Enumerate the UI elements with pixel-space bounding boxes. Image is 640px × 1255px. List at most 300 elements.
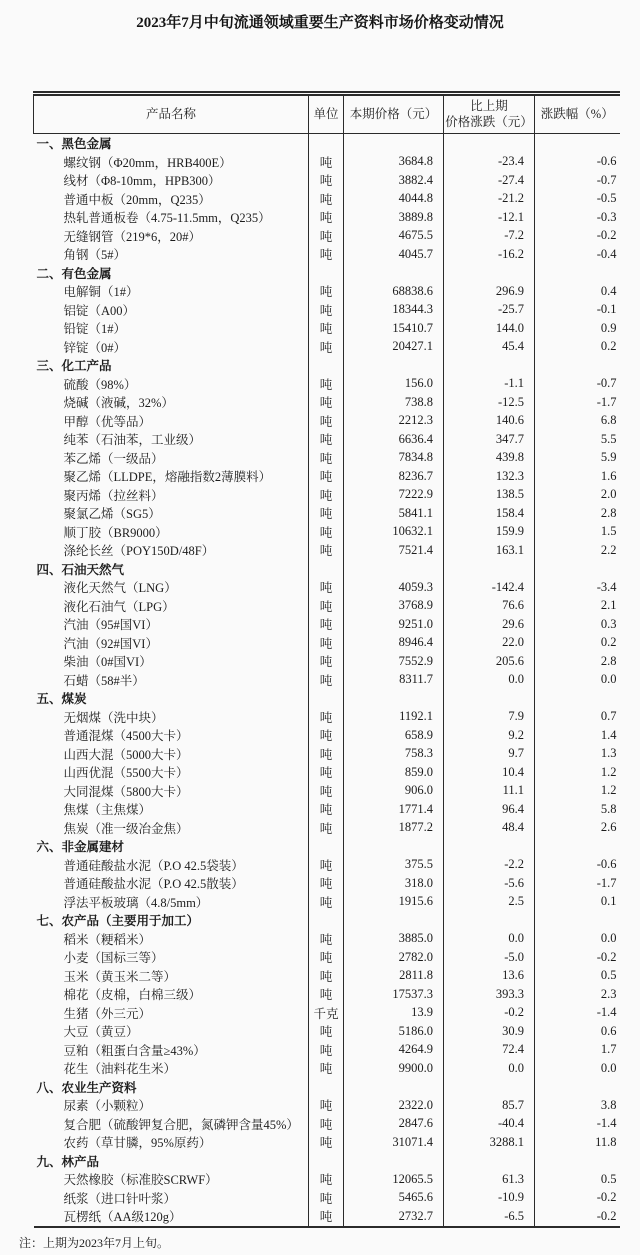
table-row [34,597,620,616]
price-cell: 2847.6 [344,1115,444,1134]
price-cell: 9251.0 [344,615,444,634]
pct-cell: 0.0 [600,672,617,687]
section-row [34,911,620,930]
header-unit: 单位 [309,94,344,134]
pct-cell: 11.8 [595,1134,617,1149]
product-name-cell: 铅锭（1#） [34,319,309,338]
price-cell: 3768.9 [344,597,444,616]
price-cell: 9900.0 [344,1059,444,1078]
change-cell: 85.7 [444,1096,535,1115]
section-name: 三、化工产品 [34,356,309,375]
pct-cell: 6.8 [600,413,617,428]
price-cell: 3684.8 [344,153,444,172]
change-cell: 7.9 [444,708,535,727]
section-name: 四、石油天然气 [34,560,309,579]
table-row [34,578,620,597]
unit-cell: 吨 [309,467,344,486]
product-name-cell: 天然橡胶（标准胶SCRWF） [34,1170,309,1189]
table-row [34,338,620,357]
header-change [444,94,535,134]
table-row [34,153,620,172]
section-row [34,689,620,708]
table-row [34,1207,620,1227]
unit-cell: 吨 [309,504,344,523]
pct-cell: 2.3 [600,986,617,1001]
unit-cell: 吨 [309,597,344,616]
empty-cell [344,356,444,375]
price-cell: 3885.0 [344,930,444,949]
empty-cell [535,134,620,153]
price-cell: 7521.4 [344,541,444,560]
empty-cell [344,837,444,856]
change-cell: 140.6 [444,412,535,431]
product-name-cell: 无烟煤（洗中块） [34,708,309,727]
section-name: 五、煤炭 [34,689,309,708]
empty-cell [535,560,620,579]
empty-cell [535,911,620,930]
product-name-cell: 硫酸（98%） [34,375,309,394]
unit-cell: 吨 [309,615,344,634]
price-cell: 31071.4 [344,1133,444,1152]
table-row [34,819,620,838]
pct-cell: 1.6 [600,468,617,483]
table-row [34,1022,620,1041]
price-cell: 4059.3 [344,578,444,597]
unit-cell: 吨 [309,1022,344,1041]
change-cell: 3288.1 [444,1133,535,1152]
pct-cell: -0.7 [596,172,617,187]
section-name: 二、有色金属 [34,264,309,283]
pct-cell: 0.2 [600,339,617,354]
unit-cell: 吨 [309,430,344,449]
change-cell: -12.1 [444,208,535,227]
price-table-container [33,91,619,1228]
price-cell: 1877.2 [344,819,444,838]
product-name-cell: 纸浆（进口针叶浆） [34,1189,309,1208]
table-row [34,1059,620,1078]
change-cell: -5.6 [444,874,535,893]
section-row [34,356,620,375]
unit-cell: 吨 [309,449,344,468]
table-row [34,190,620,209]
product-name-cell: 豆粕（粗蛋白含量≥43%） [34,1041,309,1060]
table-row [34,985,620,1004]
pct-cell: 2.0 [600,487,617,502]
empty-cell [444,1152,535,1171]
change-cell: -2.2 [444,856,535,875]
table-row [34,967,620,986]
change-cell: 45.4 [444,338,535,357]
pct-cell: -1.4 [596,1005,617,1020]
empty-cell [444,134,535,153]
product-name-cell: 螺纹钢（Φ20mm，HRB400E） [34,153,309,172]
price-cell: 2811.8 [344,967,444,986]
header-change-line2: 价格涨跌（元） [445,114,533,129]
price-cell: 738.8 [344,393,444,412]
change-cell: 138.5 [444,486,535,505]
change-cell: -5.0 [444,948,535,967]
product-name-cell: 热轧普通板卷（4.75-11.5mm，Q235） [34,208,309,227]
pct-cell: 1.5 [600,524,617,539]
product-name-cell: 顺丁胶（BR9000） [34,523,309,542]
price-cell: 5186.0 [344,1022,444,1041]
section-name: 九、林产品 [34,1152,309,1171]
empty-cell [444,264,535,283]
pct-cell: 5.9 [600,450,617,465]
price-cell: 2732.7 [344,1207,444,1227]
product-name-cell: 聚氯乙烯（SG5） [34,504,309,523]
table-row [34,1041,620,1060]
table-row [34,375,620,394]
price-cell: 6636.4 [344,430,444,449]
pct-cell: 0.5 [600,968,617,983]
table-row [34,800,620,819]
table-row [34,227,620,246]
unit-cell: 吨 [309,227,344,246]
change-cell: 163.1 [444,541,535,560]
change-cell: 393.3 [444,985,535,1004]
change-cell: 347.7 [444,430,535,449]
pct-cell: 2.2 [600,542,617,557]
product-name-cell: 石蜡（58#半） [34,671,309,690]
empty-cell [344,689,444,708]
unit-cell: 吨 [309,893,344,912]
change-cell: 439.8 [444,449,535,468]
empty-cell [309,837,344,856]
empty-cell [444,837,535,856]
table-header [34,94,620,134]
unit-cell: 吨 [309,948,344,967]
table-row [34,708,620,727]
change-cell: -27.4 [444,171,535,190]
table-row [34,504,620,523]
empty-cell [344,134,444,153]
empty-cell [309,560,344,579]
empty-cell [535,837,620,856]
pct-cell: -1.4 [596,1116,617,1131]
empty-cell [309,689,344,708]
change-cell: -10.9 [444,1189,535,1208]
table-row [34,208,620,227]
pct-cell: 0.5 [600,1171,617,1186]
unit-cell: 吨 [309,282,344,301]
unit-cell: 吨 [309,412,344,431]
empty-cell [344,1152,444,1171]
pct-cell: -0.4 [596,246,617,261]
unit-cell: 吨 [309,301,344,320]
product-name-cell: 铝锭（A00） [34,301,309,320]
product-name-cell: 小麦（国标三等） [34,948,309,967]
unit-cell: 吨 [309,634,344,653]
unit-cell: 吨 [309,1096,344,1115]
change-cell: -40.4 [444,1115,535,1134]
price-cell: 375.5 [344,856,444,875]
product-name-cell: 农药（草甘膦，95%原药） [34,1133,309,1152]
product-name-cell: 烧碱（液碱，32%） [34,393,309,412]
price-cell: 1771.4 [344,800,444,819]
pct-cell: 0.6 [600,1023,617,1038]
empty-cell [444,1078,535,1097]
change-cell: -0.2 [444,1004,535,1023]
pct-cell: -1.7 [596,875,617,890]
empty-cell [535,689,620,708]
change-cell: 158.4 [444,504,535,523]
unit-cell: 吨 [309,393,344,412]
price-cell: 15410.7 [344,319,444,338]
pct-cell: 3.8 [600,1097,617,1112]
price-cell: 7834.8 [344,449,444,468]
product-name-cell: 山西大混（5000大卡） [34,745,309,764]
empty-cell [344,264,444,283]
table-row [34,282,620,301]
product-name-cell: 锌锭（0#） [34,338,309,357]
table-row [34,930,620,949]
pct-cell: 0.4 [600,283,617,298]
unit-cell: 吨 [309,671,344,690]
table-row [34,1004,620,1023]
table-row [34,726,620,745]
change-cell: 144.0 [444,319,535,338]
unit-cell: 吨 [309,375,344,394]
unit-cell: 吨 [309,578,344,597]
price-cell: 3889.8 [344,208,444,227]
change-cell: -23.4 [444,153,535,172]
product-name-cell: 线材（Φ8-10mm，HPB300） [34,171,309,190]
pct-cell: 2.8 [600,505,617,520]
table-row [34,615,620,634]
unit-cell: 吨 [309,782,344,801]
change-cell: -6.5 [444,1207,535,1227]
price-cell: 8946.4 [344,634,444,653]
price-cell: 5465.6 [344,1189,444,1208]
unit-cell: 吨 [309,856,344,875]
price-cell: 18344.3 [344,301,444,320]
pct-cell: 0.1 [600,894,617,909]
product-name-cell: 玉米（黄玉米二等） [34,967,309,986]
pct-cell: -0.3 [596,209,617,224]
unit-cell: 吨 [309,1133,344,1152]
unit-cell: 吨 [309,338,344,357]
unit-cell: 千克 [309,1004,344,1023]
empty-cell [444,911,535,930]
pct-cell: 0.0 [600,931,617,946]
price-cell: 2322.0 [344,1096,444,1115]
product-name-cell: 生猪（外三元） [34,1004,309,1023]
table-row [34,467,620,486]
table-row [34,449,620,468]
price-cell: 4045.7 [344,245,444,264]
pct-cell: 2.8 [600,653,617,668]
product-name-cell: 大豆（黄豆） [34,1022,309,1041]
pct-cell: -1.7 [596,394,617,409]
pct-cell: 1.3 [600,746,617,761]
unit-cell: 吨 [309,1170,344,1189]
price-cell: 4044.8 [344,190,444,209]
product-name-cell: 液化石油气（LPG） [34,597,309,616]
product-name-cell: 普通硅酸盐水泥（P.O 42.5散装） [34,874,309,893]
product-name-cell: 棉花（皮棉，白棉三级） [34,985,309,1004]
unit-cell: 吨 [309,967,344,986]
product-name-cell: 涤纶长丝（POY150D/48F） [34,541,309,560]
product-name-cell: 聚丙烯（拉丝料） [34,486,309,505]
change-cell: 132.3 [444,467,535,486]
table-row [34,1170,620,1189]
change-cell: 159.9 [444,523,535,542]
product-name-cell: 无缝钢管（219*6，20#） [34,227,309,246]
pct-cell: 2.1 [600,598,617,613]
price-cell: 1915.6 [344,893,444,912]
pct-cell: 0.0 [600,1060,617,1075]
pct-cell: 1.2 [600,764,617,779]
section-name: 七、农产品（主要用于加工） [34,911,309,930]
price-cell: 8311.7 [344,671,444,690]
product-name-cell: 浮法平板玻璃（4.8/5mm） [34,893,309,912]
header-product: 产品名称 [34,94,309,134]
product-name-cell: 普通硅酸盐水泥（P.O 42.5袋装） [34,856,309,875]
change-cell: -25.7 [444,301,535,320]
product-name-cell: 复合肥（硫酸钾复合肥，氮磷钾含量45%） [34,1115,309,1134]
change-cell: 30.9 [444,1022,535,1041]
table-row [34,948,620,967]
table-row [34,1096,620,1115]
empty-cell [309,1152,344,1171]
pct-cell: -3.4 [596,579,617,594]
unit-cell: 吨 [309,1115,344,1134]
empty-cell [444,689,535,708]
table-row [34,541,620,560]
price-cell: 4264.9 [344,1041,444,1060]
unit-cell: 吨 [309,171,344,190]
unit-cell: 吨 [309,985,344,1004]
empty-cell [344,1078,444,1097]
product-name-cell: 液化天然气（LNG） [34,578,309,597]
unit-cell: 吨 [309,1189,344,1208]
pct-cell: 0.2 [600,635,617,650]
table-row [34,393,620,412]
footnote: 注：上期为2023年7月上旬。 [19,1236,170,1250]
unit-cell: 吨 [309,652,344,671]
table-body [34,134,620,1227]
price-cell: 8236.7 [344,467,444,486]
pct-cell: -0.7 [596,376,617,391]
table-row [34,763,620,782]
pct-cell: -0.6 [596,857,617,872]
unit-cell: 吨 [309,190,344,209]
change-cell: 9.7 [444,745,535,764]
pct-cell: -0.5 [596,191,617,206]
price-cell: 4675.5 [344,227,444,246]
section-name: 一、黑色金属 [34,134,309,153]
change-cell: 29.6 [444,615,535,634]
table-row [34,412,620,431]
change-cell: 76.6 [444,597,535,616]
section-row [34,560,620,579]
header-price: 本期价格（元） [344,94,444,134]
product-name-cell: 聚乙烯（LLDPE，熔融指数2薄膜料） [34,467,309,486]
price-cell: 12065.5 [344,1170,444,1189]
product-name-cell: 普通中板（20mm，Q235） [34,190,309,209]
price-cell: 7222.9 [344,486,444,505]
unit-cell: 吨 [309,245,344,264]
table-row [34,671,620,690]
section-row [34,1152,620,1171]
table-row [34,874,620,893]
page-title: 2023年7月中旬流通领域重要生产资料市场价格变动情况 [136,15,504,31]
table-row [34,893,620,912]
empty-cell [535,1152,620,1171]
unit-cell: 吨 [309,1041,344,1060]
table-row [34,856,620,875]
change-cell: 10.4 [444,763,535,782]
unit-cell: 吨 [309,486,344,505]
pct-cell: -0.1 [596,302,617,317]
pct-cell: 5.5 [600,431,617,446]
price-cell: 906.0 [344,782,444,801]
product-name-cell: 电解铜（1#） [34,282,309,301]
unit-cell: 吨 [309,930,344,949]
empty-cell [444,560,535,579]
section-row [34,264,620,283]
change-cell: -16.2 [444,245,535,264]
section-name: 八、农业生产资料 [34,1078,309,1097]
price-cell: 859.0 [344,763,444,782]
product-name-cell: 甲醇（优等品） [34,412,309,431]
price-cell: 156.0 [344,375,444,394]
price-cell: 1192.1 [344,708,444,727]
section-name: 六、非金属建材 [34,837,309,856]
change-cell: 48.4 [444,819,535,838]
change-cell: -142.4 [444,578,535,597]
product-name-cell: 大同混煤（5800大卡） [34,782,309,801]
section-row [34,1078,620,1097]
price-cell: 20427.1 [344,338,444,357]
product-name-cell: 柴油（0#国VI） [34,652,309,671]
product-name-cell: 普通混煤（4500大卡） [34,726,309,745]
product-name-cell: 苯乙烯（一级品） [34,449,309,468]
table-row [34,171,620,190]
empty-cell [535,264,620,283]
change-cell: 0.0 [444,930,535,949]
product-name-cell: 花生（油料花生米） [34,1059,309,1078]
price-cell: 13.9 [344,1004,444,1023]
price-cell: 10632.1 [344,523,444,542]
product-name-cell: 山西优混（5500大卡） [34,763,309,782]
pct-cell: -0.2 [596,949,617,964]
price-cell: 758.3 [344,745,444,764]
change-cell: 72.4 [444,1041,535,1060]
table-row [34,245,620,264]
change-cell: 22.0 [444,634,535,653]
pct-cell: 2.6 [600,820,617,835]
price-cell: 68838.6 [344,282,444,301]
price-cell: 2212.3 [344,412,444,431]
unit-cell: 吨 [309,523,344,542]
pct-cell: 0.9 [600,320,617,335]
price-cell: 658.9 [344,726,444,745]
empty-cell [344,560,444,579]
pct-cell: 1.2 [600,783,617,798]
change-cell: 13.6 [444,967,535,986]
pct-cell: 0.3 [600,616,617,631]
price-table [33,91,620,1228]
empty-cell [535,356,620,375]
unit-cell: 吨 [309,745,344,764]
change-cell: 9.2 [444,726,535,745]
product-name-cell: 稻米（粳稻米） [34,930,309,949]
pct-cell: -0.2 [596,1208,617,1223]
section-row [34,837,620,856]
unit-cell: 吨 [309,319,344,338]
